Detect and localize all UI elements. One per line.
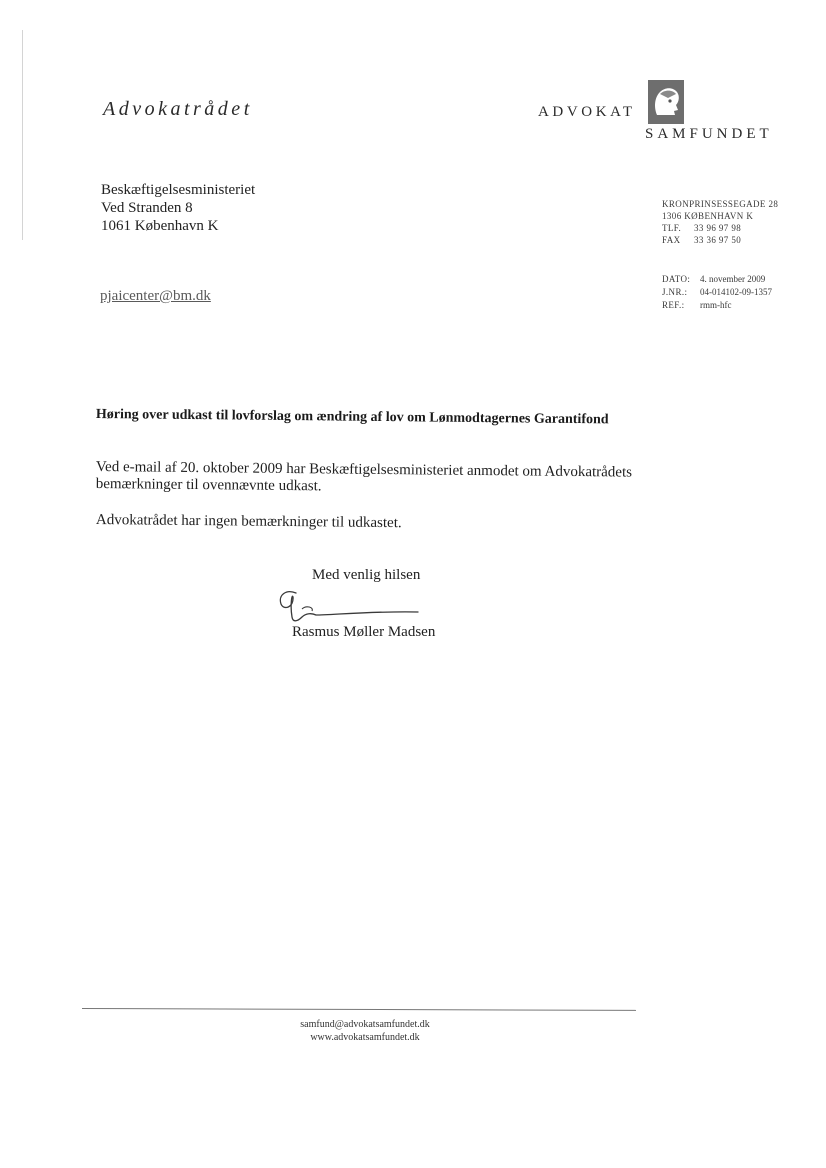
scan-margin-line [22,30,23,240]
signer-name: Rasmus Møller Madsen [292,624,436,640]
letter-paragraph-1: Ved e-mail af 20. oktober 2009 har Beskæftigelsesministeriet anmodet om Advokatrådets bemærkninger til ovennævnte udkast. [95,459,633,495]
jnr-row [662,286,772,299]
recipient-city: 1061 København K [101,218,219,234]
letter-subject: Høring over udkast til lovforslag om ændring af lov om Lønmodtagernes Garantifond [95,406,609,428]
footer-email[interactable]: samfund@advokatsamfundet.dk [300,1019,430,1030]
recipient-name: Beskæftigelsesministeriet [101,182,256,198]
logo-text-top: ADVOKAT [538,104,636,120]
sender-fax-row [662,234,778,246]
sender-contact-block [662,198,778,246]
ref-row [662,299,772,312]
fax-label: FAX [662,235,681,245]
brand-left: Advokatrådet [103,98,253,120]
ref-label: REF.: [662,300,685,310]
logo-text-bottom: SAMFUNDET [645,126,773,142]
recipient-address [101,181,255,235]
phone-label: TLF. [662,223,682,233]
date-row [662,273,772,286]
date-label: DATO: [662,274,691,284]
ref-value: rmm-hfc [700,300,732,310]
fax-value: 33 36 97 50 [694,235,742,245]
jnr-value: 04-014102-09-1357 [700,287,772,297]
athena-head-icon [648,80,684,124]
sender-phone-row [662,222,778,234]
jnr-label: J.NR.: [662,287,688,297]
handwritten-signature [272,585,422,627]
sender-city: 1306 KØBENHAVN K [662,211,754,221]
sender-street: KRONPRINSESSEGADE 28 [662,199,779,209]
footer-divider [82,1008,636,1011]
letter-closing: Med venlig hilsen [312,567,421,583]
date-value: 4. november 2009 [700,274,766,284]
letter-paragraph-2: Advokatrådet har ingen bemærkninger til udkastet. [95,512,402,532]
letter-meta-block [662,273,772,312]
footer-website[interactable]: www.advokatsamfundet.dk [310,1032,420,1043]
recipient-street: Ved Stranden 8 [101,200,193,216]
footer-contact [270,1018,460,1044]
recipient-email-link[interactable]: pjaicenter@bm.dk [100,288,211,304]
phone-value: 33 96 97 98 [694,223,742,233]
